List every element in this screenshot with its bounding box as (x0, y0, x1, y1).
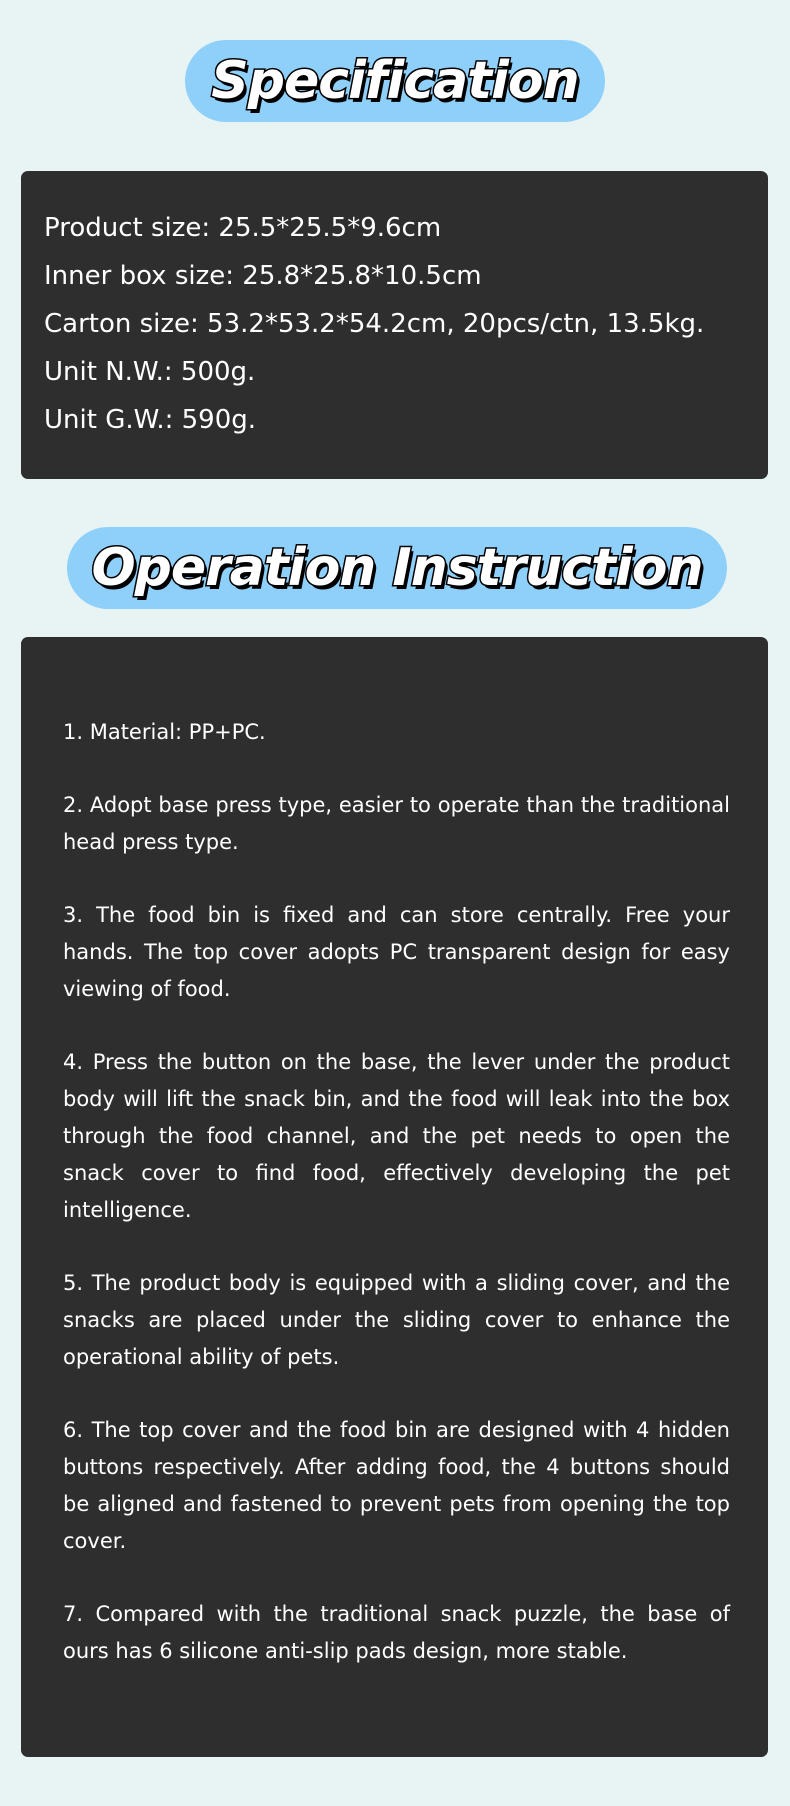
specification-heading: Specification (211, 51, 579, 111)
operation-item-5: 5. The product body is equipped with a sliding cover, and the snacks are placed under the sliding cover to enhance the operational ability of pets. (63, 1271, 730, 1369)
operation-item-6: 6. The top cover and the food bin are designed with 4 hidden buttons respectively. After adding food, the 4 buttons should be aligned and fastened to prevent pets from opening the top cover. (63, 1418, 730, 1553)
operation-item-4: 4. Press the button on the base, the lever under the product body will lift the snack bin, and the food will leak into the box through the food channel, and the pet needs to open the snack cover to find food, effectively developing the pet intelligence. (63, 1050, 730, 1222)
specification-panel (21, 171, 768, 479)
operation-panel (21, 637, 768, 1757)
spec-unit-net-weight: Unit N.W.: 500g. (44, 357, 256, 387)
spec-product-size: Product size: 25.5*25.5*9.6cm (44, 213, 442, 243)
operation-heading: Operation Instruction (91, 538, 703, 598)
operation-item-3: 3. The food bin is fixed and can store centrally. Free your hands. The top cover adopts PC transparent design for easy viewing of food. (63, 903, 730, 1001)
operation-heading-badge (67, 527, 727, 609)
spec-unit-gross-weight: Unit G.W.: 590g. (44, 405, 257, 435)
operation-item-1: 1. Material: PP+PC. (63, 720, 266, 744)
operation-item-2: 2. Adopt base press type, easier to operate than the traditional head press type. (63, 793, 730, 854)
specification-heading-badge (185, 40, 605, 122)
operation-item-7: 7. Compared with the traditional snack puzzle, the base of ours has 6 silicone anti-slip pads design, more stable. (63, 1602, 730, 1663)
spec-inner-box-size: Inner box size: 25.8*25.8*10.5cm (44, 261, 482, 291)
spec-carton-size: Carton size: 53.2*53.2*54.2cm, 20pcs/ctn, 13.5kg. (44, 309, 705, 339)
